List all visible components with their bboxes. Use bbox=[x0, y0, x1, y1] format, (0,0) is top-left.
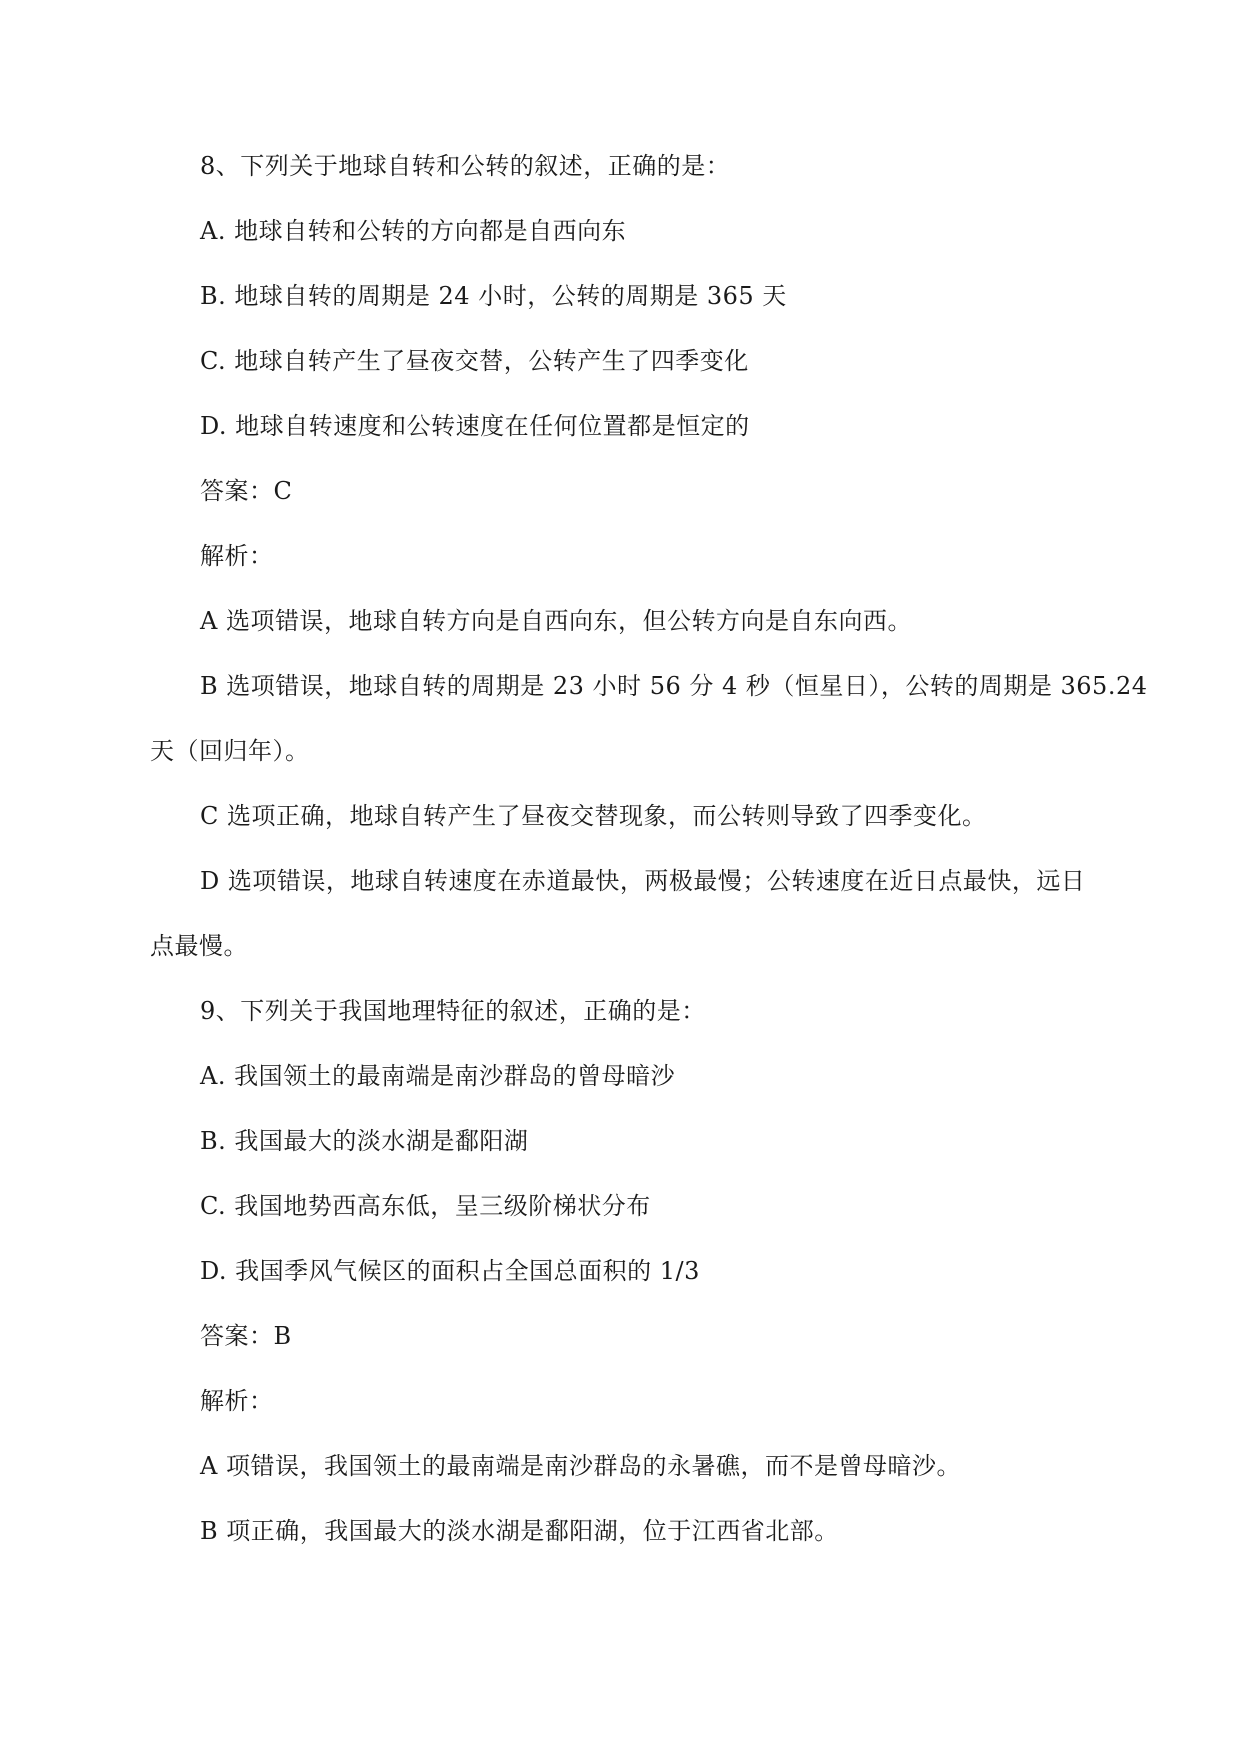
question-8-analysis-b: B 选项错误，地球自转的周期是 23 小时 56 分 4 秒（恒星日），公转的周期是 365.24 bbox=[200, 672, 1148, 700]
question-8-analysis-b-continued: 天（回归年）。 bbox=[150, 737, 310, 765]
question-8-answer: 答案：C bbox=[200, 477, 293, 505]
question-8-option-a: A. 地球自转和公转的方向都是自西向东 bbox=[200, 217, 627, 245]
question-9-answer: 答案：B bbox=[200, 1322, 292, 1350]
question-8-stem: 8、下列关于地球自转和公转的叙述，正确的是： bbox=[200, 152, 731, 180]
question-8-option-c: C. 地球自转产生了昼夜交替，公转产生了四季变化 bbox=[200, 347, 749, 375]
question-8-analysis-c: C 选项正确，地球自转产生了昼夜交替现象，而公转则导致了四季变化。 bbox=[200, 802, 987, 830]
question-9-option-c: C. 我国地势西高东低，呈三级阶梯状分布 bbox=[200, 1192, 651, 1220]
question-8-analysis-d-continued: 点最慢。 bbox=[150, 932, 248, 960]
question-9-option-d: D. 我国季风气候区的面积占全国总面积的 1/3 bbox=[200, 1257, 700, 1285]
question-9-option-b: B. 我国最大的淡水湖是鄱阳湖 bbox=[200, 1127, 529, 1155]
question-9-analysis-a: A 项错误，我国领土的最南端是南沙群岛的永暑礁，而不是曾母暗沙。 bbox=[200, 1452, 961, 1480]
question-9-stem: 9、下列关于我国地理特征的叙述，正确的是： bbox=[200, 997, 706, 1025]
question-9-option-a: A. 我国领土的最南端是南沙群岛的曾母暗沙 bbox=[200, 1062, 676, 1090]
question-8-option-d: D. 地球自转速度和公转速度在任何位置都是恒定的 bbox=[200, 412, 750, 440]
question-9-analysis-label: 解析： bbox=[200, 1387, 274, 1415]
question-8-analysis-d: D 选项错误，地球自转速度在赤道最快，两极最慢；公转速度在近日点最快，远日 bbox=[200, 867, 1086, 895]
question-8-option-b: B. 地球自转的周期是 24 小时，公转的周期是 365 天 bbox=[200, 282, 787, 310]
question-8-analysis-label: 解析： bbox=[200, 542, 274, 570]
question-9-analysis-b: B 项正确，我国最大的淡水湖是鄱阳湖，位于江西省北部。 bbox=[200, 1517, 839, 1545]
question-8-analysis-a: A 选项错误，地球自转方向是自西向东，但公转方向是自东向西。 bbox=[200, 607, 912, 635]
